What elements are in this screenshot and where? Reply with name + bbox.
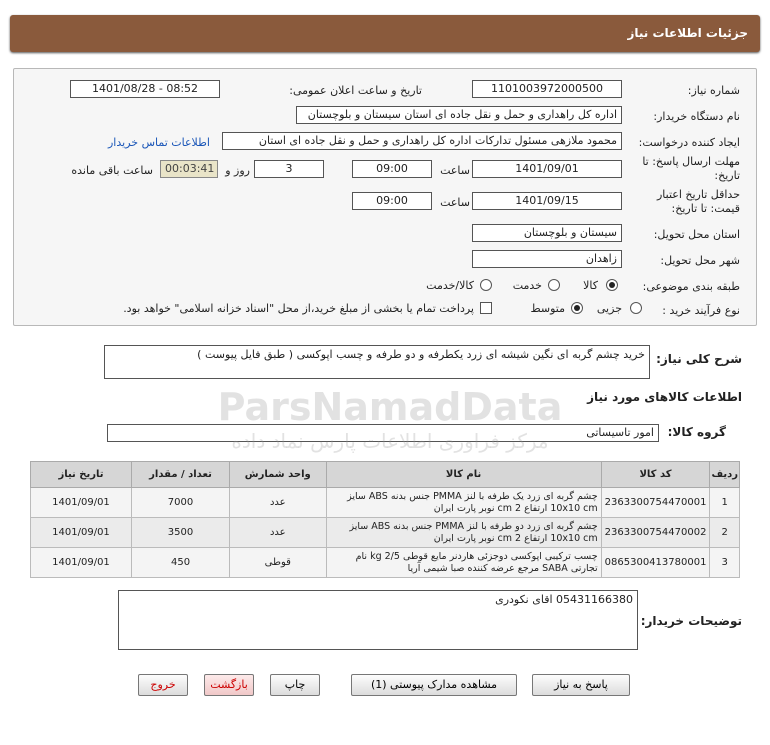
process-option-medium: متوسط: [530, 302, 565, 315]
treasury-payment-note: پرداخت تمام یا بخشی از مبلغ خرید،از محل "اسناد خزانه اسلامی" خواهد بود.: [123, 302, 474, 315]
remaining-time-field: 00:03:41: [160, 160, 218, 178]
days-field: 3: [254, 160, 324, 178]
need-number-field: 1101003972000500: [472, 80, 622, 98]
validity-label-1: حداقل تاریخ اعتبار: [656, 188, 740, 201]
city-label: شهر محل تحویل:: [660, 254, 740, 267]
print-button[interactable]: چاپ: [270, 674, 320, 696]
row-unit: قوطی: [230, 548, 326, 578]
row-name: چشم گربه ای زرد دو طرفه با لنز PMMA جنس بدنه ABS سایز 10x10 cm ارتفاع 2 cm نوبر پارت ایران: [326, 518, 601, 548]
province-label: استان محل تحویل:: [653, 228, 740, 241]
category-label: طبقه بندی موضوعی:: [642, 280, 740, 293]
deadline-label-2: تاریخ:: [714, 169, 740, 182]
goods-group-label: گروه کالا:: [667, 425, 726, 439]
row-index: 2: [710, 518, 740, 548]
deadline-date-field: 1401/09/01: [472, 160, 622, 178]
goods-section-title: اطلاعات کالاهای مورد نیاز: [587, 390, 742, 404]
row-unit: عدد: [230, 518, 326, 548]
goods-table-header: [31, 462, 740, 488]
table-row: [31, 518, 740, 548]
row-index: 1: [710, 488, 740, 518]
process-radio-medium[interactable]: [571, 302, 583, 314]
process-label: نوع فرآیند خرید :: [662, 304, 740, 317]
city-field: زاهدان: [472, 250, 622, 268]
row-name: چشم گربه ای زرد یک طرفه با لنز PMMA جنس بدنه ABS سایز 10x10 cm ارتفاع 2 cm نوبر پارت ایران: [326, 488, 601, 518]
view-documents-button[interactable]: مشاهده مدارک پیوستی (1): [351, 674, 517, 696]
watermark-line1: ParsNamadData: [217, 385, 563, 429]
announce-label: تاریخ و ساعت اعلان عمومی:: [289, 84, 422, 97]
page-header: [10, 15, 760, 52]
goods-group-field: امور تاسیساتی: [107, 424, 659, 442]
category-option-service: خدمت: [512, 279, 542, 292]
validity-time-field: 09:00: [352, 192, 432, 210]
row-code: 2363300754470002: [601, 518, 710, 548]
creator-field: محمود ملازهی مسئول تدارکات اداره کل راهداری و حمل و نقل جاده ای استان: [222, 132, 622, 150]
announce-field: 1401/08/28 - 08:52: [70, 80, 220, 98]
row-qty: 7000: [131, 488, 229, 518]
row-index: 3: [710, 548, 740, 578]
row-date: 1401/09/01: [31, 488, 132, 518]
validity-label-2: قیمت: تا تاریخ:: [671, 202, 740, 215]
col-index: ردیف: [710, 462, 740, 488]
summary-text: خرید چشم گربه ای نگین شیشه ای زرد یکطرفه و دو طرفه و چسب اپوکسی ( طبق فایل پیوست ): [104, 345, 650, 379]
category-radio-goods-service[interactable]: [480, 279, 492, 291]
watermark-line2: مرکز فراوری اطلاعات پارس نماد داده: [231, 429, 549, 453]
row-qty: 3500: [131, 518, 229, 548]
row-code: 0865300413780001: [601, 548, 710, 578]
need-number-label: شماره نیاز:: [687, 84, 740, 97]
category-option-goods: کالا: [583, 279, 598, 292]
days-label: روز و: [225, 164, 250, 177]
buyer-notes-text: 05431166380 اقای نکودری: [118, 590, 638, 650]
row-qty: 450: [131, 548, 229, 578]
deadline-time-field: 09:00: [352, 160, 432, 178]
deadline-time-label: ساعت: [440, 164, 470, 177]
process-radio-minor[interactable]: [630, 302, 642, 314]
table-row: [31, 548, 740, 578]
province-field: سیستان و بلوچستان: [472, 224, 622, 242]
process-option-minor: جزیی: [596, 302, 622, 315]
row-date: 1401/09/01: [31, 518, 132, 548]
page-title: جزئیات اطلاعات نیاز: [627, 26, 748, 40]
row-unit: عدد: [230, 488, 326, 518]
row-code: 2363300754470001: [601, 488, 710, 518]
goods-table: [30, 461, 740, 578]
col-qty: تعداد / مقدار: [131, 462, 229, 488]
category-radio-service[interactable]: [548, 279, 560, 291]
category-option-goods-service: کالا/خدمت: [426, 279, 474, 292]
summary-label: شرح کلی نیاز:: [656, 352, 742, 366]
exit-button[interactable]: خروج: [138, 674, 188, 696]
col-date: تاریخ نیاز: [31, 462, 132, 488]
reply-button[interactable]: پاسخ به نیاز: [532, 674, 630, 696]
category-radio-goods[interactable]: [606, 279, 618, 291]
validity-time-label: ساعت: [440, 196, 470, 209]
buyer-org-field: اداره کل راهداری و حمل و نقل جاده ای استان سیستان و بلوچستان: [296, 106, 622, 124]
row-date: 1401/09/01: [31, 548, 132, 578]
treasury-payment-checkbox[interactable]: [480, 302, 492, 314]
buyer-notes-label: توضیحات خریدار:: [640, 614, 742, 628]
deadline-label-1: مهلت ارسال پاسخ: تا: [642, 155, 740, 168]
col-name: نام کالا: [326, 462, 601, 488]
col-code: کد کالا: [601, 462, 710, 488]
buyer-org-label: نام دستگاه خریدار:: [653, 110, 740, 123]
back-button[interactable]: بازگشت: [204, 674, 254, 696]
buyer-contact-link[interactable]: اطلاعات تماس خریدار: [108, 136, 210, 149]
validity-date-field: 1401/09/15: [472, 192, 622, 210]
col-unit: واحد شمارش: [230, 462, 326, 488]
row-name: چسب ترکیبی اپوکسی دوجزئی هاردنر مایع قوطی 2/5 kg نام تجارتی SABA مرجع عرضه کننده صبا شیمی آریا: [326, 548, 601, 578]
table-row: [31, 488, 740, 518]
creator-label: ایجاد کننده درخواست:: [638, 136, 740, 149]
remaining-label: ساعت باقی مانده: [71, 164, 153, 177]
